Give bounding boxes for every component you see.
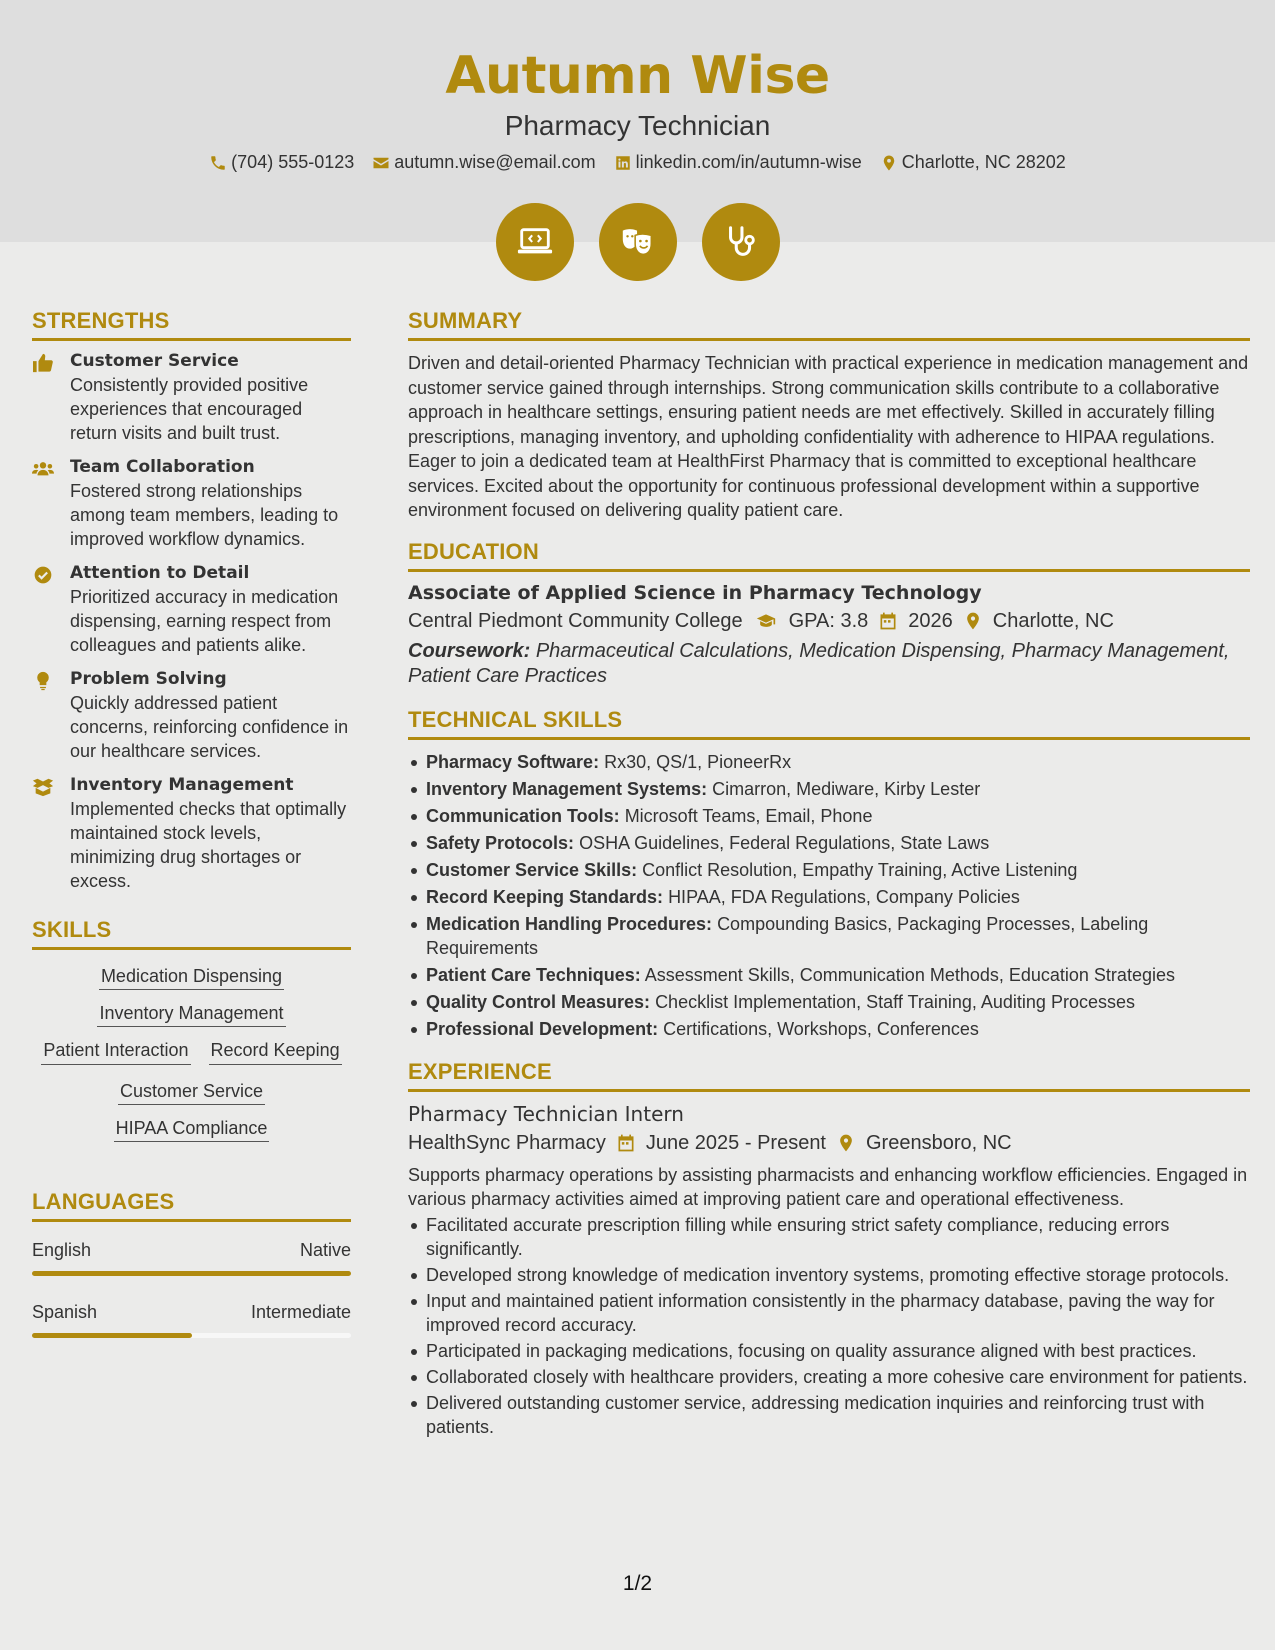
list-item: Communication Tools: Microsoft Teams, Email, Phone [408, 804, 1250, 828]
strengths-heading: STRENGTHS [32, 308, 351, 341]
calendar-icon [616, 1133, 636, 1153]
experience-bullets [408, 1213, 1250, 1439]
list-item: Participated in packaging medications, focusing on quality assurance aligned with best practices. [408, 1339, 1250, 1363]
theater-masks-icon [619, 223, 657, 261]
list-item: Inventory Management Systems: Cimarron, Mediware, Kirby Lester [408, 777, 1250, 801]
school-name: Central Piedmont Community College [408, 609, 743, 632]
experience-job-title: Pharmacy Technician Intern [408, 1101, 684, 1126]
language-level: Native [299, 1240, 351, 1260]
lightbulb-icon [32, 671, 54, 691]
badge-row [0, 203, 1275, 281]
strength-title: Attention to Detail [70, 563, 250, 583]
skill-tag: Inventory Management [97, 1003, 285, 1027]
list-item: Collaborated closely with healthcare providers, creating a more cohesive care environment for patients. [408, 1365, 1250, 1389]
list-item: Quality Control Measures: Checklist Implementation, Staff Training, Auditing Processes [408, 990, 1250, 1014]
list-item: Delivered outstanding customer service, addressing medication inquiries and reinforcing trust with patients. [408, 1391, 1250, 1439]
phone-icon [209, 154, 227, 172]
skill-tag: Record Keeping [209, 1040, 342, 1065]
list-item: Developed strong knowledge of medication inventory systems, promoting effective storage protocols. [408, 1263, 1250, 1287]
contact-bar [0, 152, 1275, 173]
education-year: 2026 [908, 609, 953, 632]
language-level: Intermediate [250, 1302, 351, 1322]
experience-details [408, 1132, 1250, 1155]
degree-title: Associate of Applied Science in Pharmacy Technology [408, 581, 982, 604]
summary-heading: SUMMARY [408, 308, 1250, 341]
skill-tag: Patient Interaction [41, 1040, 190, 1065]
list-item: Input and maintained patient information consistently in the pharmacy database, paving the way for improved record accuracy. [408, 1289, 1250, 1337]
strength-item [32, 457, 351, 551]
language-bar-fill [32, 1333, 192, 1338]
contact-linkedin[interactable] [614, 152, 862, 173]
contact-location [880, 152, 1066, 173]
skill-tag: Customer Service [118, 1081, 265, 1105]
experience-heading: EXPERIENCE [408, 1059, 1250, 1092]
education-location: Charlotte, NC [992, 609, 1114, 632]
education-details [408, 610, 1250, 633]
list-item: Patient Care Techniques: Assessment Skills, Communication Methods, Education Strategies [408, 963, 1250, 987]
email-text: autumn.wise@email.com [394, 152, 596, 172]
gpa-text: GPA: 3.8 [788, 609, 869, 632]
location-text: Charlotte, NC 28202 [901, 152, 1066, 172]
technical-skills-heading: TECHNICAL SKILLS [408, 707, 1250, 740]
linkedin-icon [614, 154, 632, 172]
list-item: Facilitated accurate prescription filling while ensuring strict safety compliance, reducing errors significantly. [408, 1213, 1250, 1261]
strength-text: Consistently provided positive experiences that encouraged return visits and built trust. [70, 375, 309, 443]
map-pin-icon [963, 611, 983, 631]
summary-text: Driven and detail-oriented Pharmacy Technician with practical experience in medication management and customer service gained through internships. Strong communication skills contribute to a collaborative approach in healthcare settings, ensuring patient needs are met effectively. Skilled in accurately filling prescriptions, managing inventory, and upholding confidentiality with adherence to HIPAA regulations. Eager to join a dedicated team at HealthFirst Pharmacy that is committed to exceptional healthcare services. Excited about the opportunity for continuous professional development within a supportive environment focused on delivering quality patient care. [408, 353, 1249, 520]
right-column [408, 308, 1250, 1441]
strength-text: Implemented checks that optimally maintained stock levels, minimizing drug shortages or excess. [70, 799, 347, 891]
laptop-code-icon [516, 223, 554, 261]
map-pin-icon [836, 1133, 856, 1153]
language-bar-track [32, 1271, 351, 1276]
strength-title: Inventory Management [70, 775, 294, 795]
experience-location: Greensboro, NC [866, 1131, 1012, 1154]
experience-description: Supports pharmacy operations by assisting pharmacists and enhancing workflow efficiencies. Engaged in various pharmacy activities aimed at improving patient care and operational effectiveness. [408, 1164, 1248, 1209]
experience-dates: June 2025 - Present [645, 1131, 826, 1154]
left-column [32, 308, 351, 1364]
envelope-icon [372, 154, 390, 172]
language-name: Spanish [32, 1302, 98, 1322]
strength-text: Fostered strong relationships among team members, leading to improved workflow dynamics. [70, 481, 339, 549]
education-heading: EDUCATION [408, 539, 1250, 572]
list-item: Medication Handling Procedures: Compounding Basics, Packaging Processes, Labeling Requirements [408, 912, 1250, 960]
strength-item [32, 775, 351, 893]
laptop-code-badge [496, 203, 574, 281]
skill-tag: HIPAA Compliance [114, 1118, 270, 1142]
users-icon [32, 459, 54, 479]
strength-item [32, 563, 351, 657]
strength-title: Team Collaboration [70, 457, 255, 477]
thumbs-up-icon [32, 353, 54, 373]
technical-skills-list [408, 750, 1250, 1041]
coursework-text: Pharmaceutical Calculations, Medication Dispensing, Pharmacy Management, Patient Care Practices [408, 639, 1230, 687]
candidate-name: Autumn Wise [445, 46, 830, 106]
list-item: Professional Development: Certifications, Workshops, Conferences [408, 1017, 1250, 1041]
stethoscope-badge [702, 203, 780, 281]
language-bar-track [32, 1333, 351, 1338]
contact-phone[interactable] [209, 152, 354, 173]
page-number: 1/2 [622, 1572, 653, 1595]
language-item [32, 1302, 351, 1338]
language-item [32, 1240, 351, 1276]
strength-text: Prioritized accuracy in medication dispensing, earning respect from colleagues and patients alike. [70, 587, 339, 655]
strength-item [32, 669, 351, 763]
language-bar-fill [32, 1271, 351, 1276]
company-name: HealthSync Pharmacy [408, 1131, 606, 1154]
boxes-icon [32, 777, 54, 797]
list-item: Customer Service Skills: Conflict Resolution, Empathy Training, Active Listening [408, 858, 1250, 882]
list-item: Safety Protocols: OSHA Guidelines, Federal Regulations, State Laws [408, 831, 1250, 855]
stethoscope-icon [722, 223, 760, 261]
strength-title: Customer Service [70, 351, 239, 371]
skills-heading: SKILLS [32, 917, 351, 950]
graduation-cap-icon [753, 611, 779, 631]
strength-title: Problem Solving [70, 669, 227, 689]
map-pin-icon [880, 154, 898, 172]
contact-email[interactable] [372, 152, 595, 173]
skill-tag: Medication Dispensing [99, 966, 284, 990]
skills-list [32, 960, 351, 1149]
languages-heading: LANGUAGES [32, 1189, 351, 1222]
theater-masks-badge [599, 203, 677, 281]
calendar-icon [878, 611, 898, 631]
strength-item [32, 351, 351, 445]
coursework [408, 639, 1250, 689]
phone-text: (704) 555-0123 [231, 152, 355, 172]
coursework-label: Coursework: [408, 639, 531, 662]
check-circle-icon [32, 565, 54, 585]
strength-text: Quickly addressed patient concerns, reinforcing confidence in our healthcare services. [70, 693, 349, 761]
candidate-title: Pharmacy Technician [504, 110, 771, 141]
list-item: Pharmacy Software: Rx30, QS/1, PioneerRx [408, 750, 1250, 774]
list-item: Record Keeping Standards: HIPAA, FDA Regulations, Company Policies [408, 885, 1250, 909]
linkedin-text: linkedin.com/in/autumn-wise [635, 152, 862, 172]
language-name: English [32, 1240, 92, 1260]
